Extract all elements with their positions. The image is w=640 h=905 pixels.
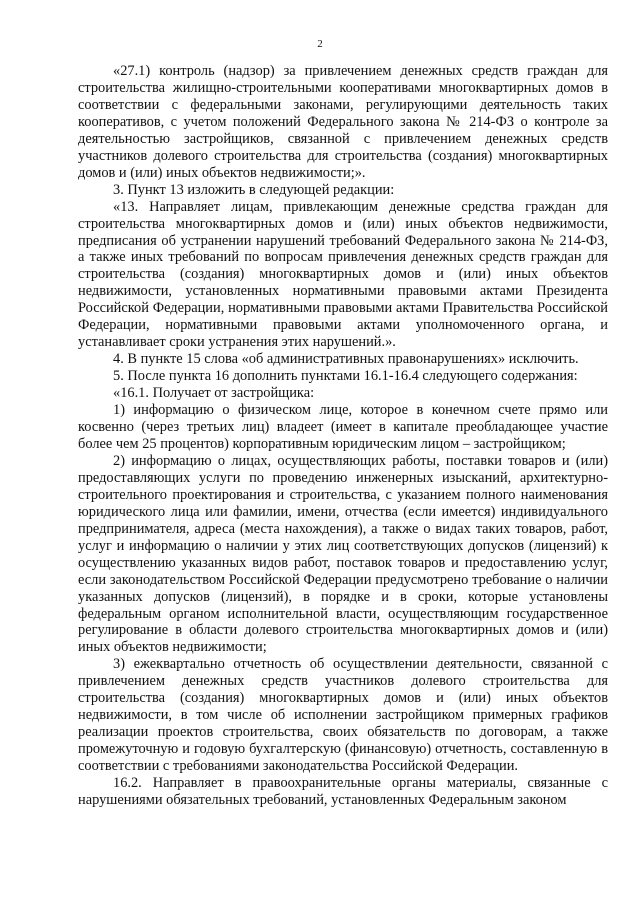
paragraph-amendment-5: 5. После пункта 16 дополнить пунктами 16.1-16.4 следующего содержания: xyxy=(113,368,578,385)
page-number: 2 xyxy=(317,38,323,50)
paragraph-16-1: «16.1. Получает от застройщика: xyxy=(113,385,315,402)
paragraph-amendment-3: 3. Пункт 13 изложить в следующей редакции: xyxy=(113,181,395,198)
paragraph-27-1: «27.1) контроль (надзор) за привлечением денежных средств граждан для строительства жилищно-строительными кооперативами многоквартирных домов в соответствии с федеральными законами, регулирующими деятельность таких кооперативов, с учетом положений Федерального закона № 214-ФЗ о контроле за деятельностью застройщиков, связанной с привлечением денежных средств участников долевого строительства для строительства (создания) многоквартирных домов и (или) иных объектов недвижимости;». xyxy=(78,63,608,181)
paragraph-16-2: 16.2. Направляет в правоохранительные органы материалы, связанные с нарушениями обязательных требований, установленных Федеральным законом xyxy=(78,775,608,808)
paragraph-16-1-item-1: 1) информацию о физическом лице, которое в конечном счете прямо или косвенно (через третьих лиц) владеет (имеет в капитале преобладающее участие более чем 25 процентов) корпоративным юридическим лицом – застройщиком; xyxy=(78,402,608,452)
paragraph-amendment-4: 4. В пункте 15 слова «об административных правонарушениях» исключить. xyxy=(113,351,579,368)
paragraph-13: «13. Направляет лицам, привлекающим денежные средства граждан для строительства многоквартирных домов и (или) иных объектов недвижимости, предписания об устранении нарушений требований Федерального закона № 214-ФЗ, а также иных требований по вопросам привлечения денежных средств граждан для строительства (создания) многоквартирных домов и (или) иных объектов недвижимости, установленных нормативными правовыми актами Президента Российской Федерации, нормативными правовыми актами Правительства Российской Федерации, нормативными правовыми актами уполномоченного органа, и устанавливает сроки устранения этих нарушений.». xyxy=(78,198,608,351)
paragraph-16-1-item-3: 3) ежеквартально отчетность об осуществлении деятельности, связанной с привлечением денежных средств участников долевого строительства для строительства (создания) многоквартирных домов и (или) иных объектов недвижимости, в том числе об исполнении застройщиком примерных графиков реализации проектов строительства, своих обязательств по договорам, а также промежуточную и годовую бухгалтерскую (финансовую) отчетность, составленную в соответствии с требованиями законодательства Российской Федерации. xyxy=(78,656,608,775)
document-body xyxy=(78,63,608,809)
paragraph-16-1-item-2: 2) информацию о лицах, осуществляющих работы, поставки товаров и (или) предоставляющих услуги по проведению инженерных изысканий, архитектурно-строительного проектирования и строительства, с указанием полного наименования юридического лица или фамилии, имени, отчества (если имеется) индивидуального предпринимателя, адреса (места нахождения), а также о видах таких товаров, работ, услуг и информацию о наличии у этих лиц соответствующих допусков (лицензий) к осуществлению указанных видов работ, поставок товаров и предоставлению услуг, если законодательством Российской Федерации предусмотрено требование о наличии указанных допусков (лицензий), в порядке и в сроки, которые установлены федеральным органом исполнительной власти, осуществляющим государственное регулирование в области долевого строительства многоквартирных домов и (или) иных объектов недвижимости; xyxy=(78,452,608,656)
